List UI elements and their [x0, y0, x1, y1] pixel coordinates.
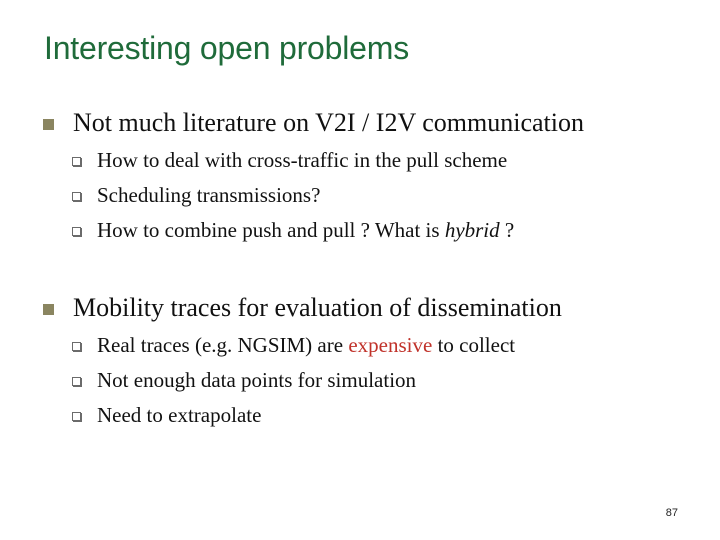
sub-bullet-text-part: How to combine push and pull ? What is [97, 218, 445, 242]
sub-bullet-text: Scheduling transmissions? [97, 183, 321, 207]
emphasis-hybrid: hybrid [444, 218, 500, 242]
hollow-square-bullet-icon [72, 342, 81, 351]
hollow-square-bullet-icon [72, 377, 81, 386]
bullet-level1 [0, 105, 720, 145]
bullet-section-2 [0, 290, 720, 435]
sub-bullet [0, 145, 720, 180]
sub-bullet-text: Need to extrapolate [97, 403, 262, 427]
bullet-heading: Not much literature on V2I / I2V communication [73, 108, 584, 137]
sub-bullet-text: How to deal with cross-traffic in the pull scheme [97, 148, 508, 172]
hollow-square-bullet-icon [72, 157, 81, 166]
sub-bullet-text-part: Real traces (e.g. NGSIM) are [97, 333, 349, 357]
sub-bullet-text-part: ? [499, 218, 515, 242]
hollow-square-bullet-icon [72, 412, 81, 421]
sub-bullet [0, 365, 720, 400]
sub-bullet [0, 400, 720, 435]
page-number: 87 [665, 507, 678, 519]
hollow-square-bullet-icon [72, 192, 81, 201]
bullet-section-1 [0, 105, 720, 250]
square-bullet-icon [43, 119, 54, 130]
sub-bullet-text [97, 218, 514, 243]
sub-bullet [0, 215, 720, 250]
square-bullet-icon [43, 304, 54, 315]
sub-bullet [0, 330, 720, 365]
bullet-level1 [0, 290, 720, 330]
sub-bullet-text-part: to collect [432, 333, 516, 357]
highlight-expensive: expensive [348, 333, 433, 357]
hollow-square-bullet-icon [72, 227, 81, 236]
slide-title: Interesting open problems [44, 30, 410, 66]
sub-bullet [0, 180, 720, 215]
bullet-heading: Mobility traces for evaluation of dissemination [73, 293, 562, 322]
sub-bullet-text: Not enough data points for simulation [97, 368, 417, 392]
sub-bullet-text [97, 333, 515, 358]
